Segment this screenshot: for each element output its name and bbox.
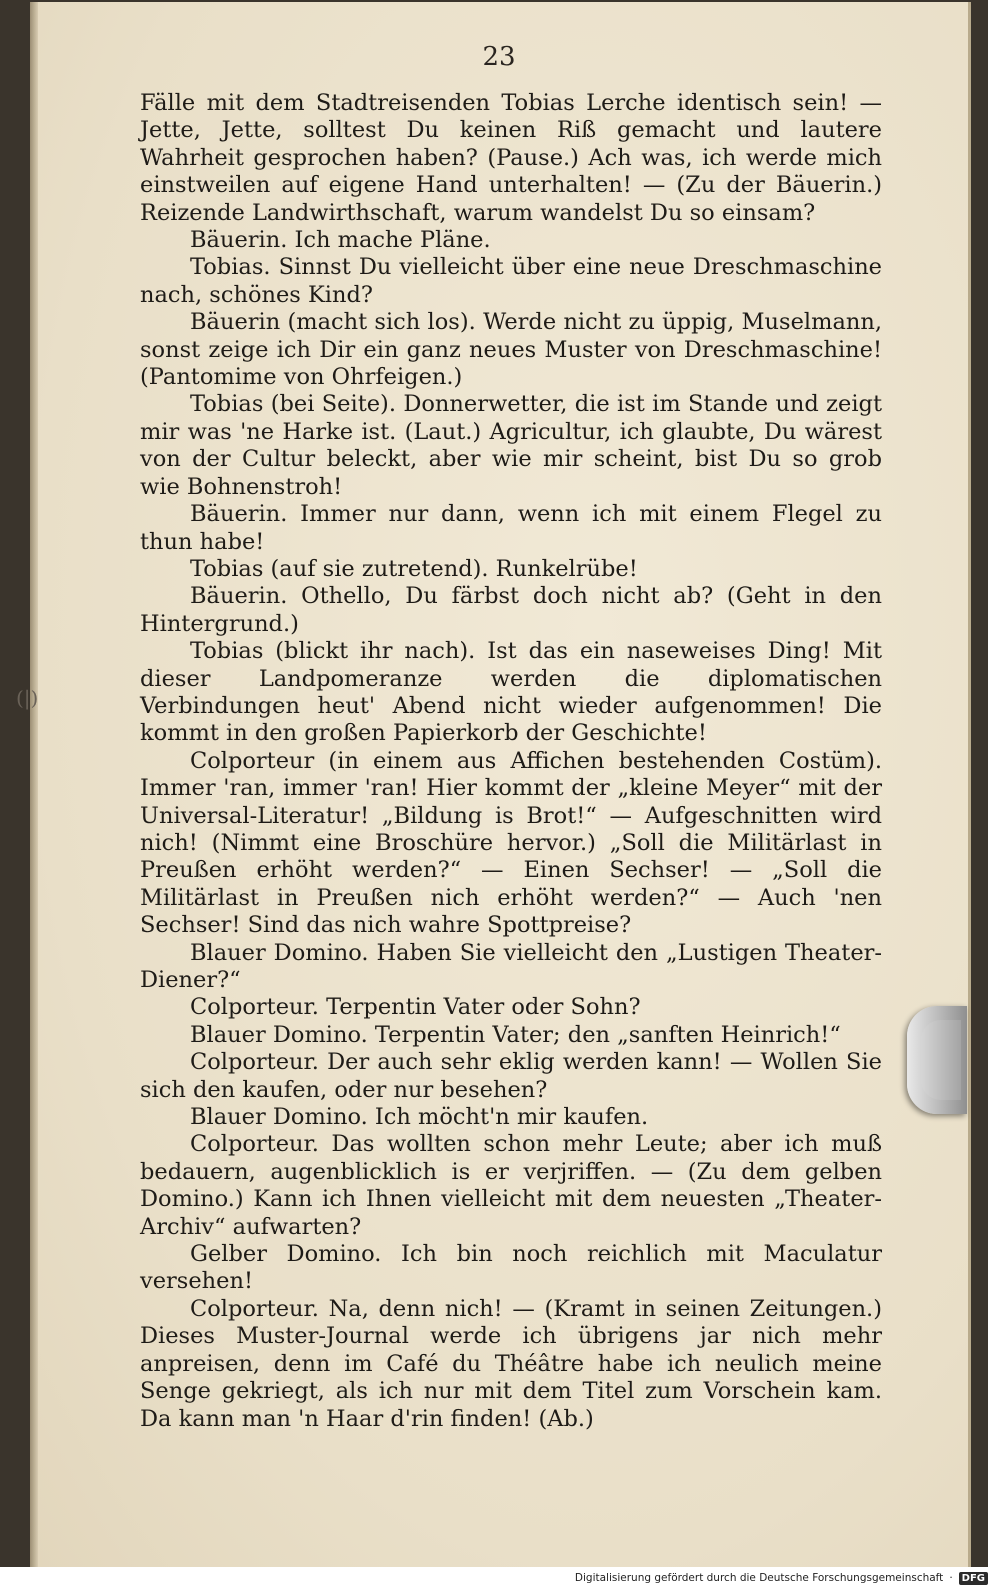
paragraph: Tobias. Sinnst Du vielleicht über eine neue Dreschmaschine nach, schönes Kind? <box>140 254 882 308</box>
paragraph: Fälle mit dem Stadtreisenden Tobias Lerche identisch sein! — Jette, Jette, solltest Du keinen Riß gemacht und lautere Wahrheit gesprochen haben? (Pause.) Ach was, ich werde mich einstweilen auf eigene Hand unterhalten! — (Zu der Bäuerin.) Reizende Landwirthschaft, warum wandelst Du so einsam? <box>140 90 882 226</box>
paragraph: Colporteur (in einem aus Affichen bestehenden Costüm). Immer 'ran, immer 'ran! Hier kommt der „kleine Meyer“ mit der Universal-Literatur! „Bildung is Brot!“ — Aufgeschnitten wird nich! (Nimmt eine Broschüre hervor.) „Soll die Militärlast in Preußen erhöht werden?“ — Einen Sechser! — „Soll die Militärlast in Preußen nich erhöht werden?“ — Auch 'nen Sechser! Sind das nich wahre Spottpreise? <box>140 747 882 939</box>
paragraph: Colporteur. Das wollten schon mehr Leute; aber ich muß bedauern, augenblicklich is er verjriffen. — (Zu dem gelben Domino.) Kann ich Ihnen vielleicht mit dem neuesten „Theater-Archiv“ aufwarten? <box>140 1131 882 1240</box>
separator-dot: · <box>949 1572 953 1584</box>
credit-text: Digitalisierung gefördert durch die Deutsche Forschungsgemeinschaft <box>574 1572 944 1584</box>
page-text <box>140 90 882 1433</box>
page-clip-inner <box>921 1020 961 1100</box>
paragraph: Bäuerin. Othello, Du färbst doch nicht ab? (Geht in den Hintergrund.) <box>140 583 882 637</box>
dfg-logo-icon: DFG <box>959 1572 988 1585</box>
paragraph: Bäuerin. Ich mache Pläne. <box>190 227 491 254</box>
paragraph: Bäuerin (macht sich los). Werde nicht zu üppig, Muselmann, sonst zeige ich Dir ein ganz neues Muster von Dreschmaschine! (Pantomime von Ohrfeigen.) <box>140 309 882 391</box>
paragraph: Bäuerin. Immer nur dann, wenn ich mit einem Flegel zu thun habe! <box>140 501 882 555</box>
paragraph: Colporteur. Terpentin Vater oder Sohn? <box>190 994 641 1021</box>
page-gutter <box>30 2 38 1567</box>
paragraph: Tobias (blickt ihr nach). Ist das ein naseweises Ding! Mit dieser Landpomeranze werden die diplomatischen Verbindungen heut' Abend nicht wieder aufgenommen! Die kommt in den großen Papierkorb der Geschichte! <box>140 638 882 747</box>
paragraph: Blauer Domino. Ich möcht'n mir kaufen. <box>190 1104 649 1131</box>
paragraph: Gelber Domino. Ich bin noch reichlich mit Maculatur versehen! <box>140 1241 882 1295</box>
paragraph: Colporteur. Na, denn nich! — (Kramt in seinen Zeitungen.) Dieses Muster-Journal werde ich übrigens jar nich mehr anpreisen, denn im Café du Théâtre habe ich neulich meine Senge gekriegt, als ich nur mit dem Titel zum Vorschein kam. Da kann man 'n Haar d'rin finden! (Ab.) <box>140 1295 882 1432</box>
margin-mark: (|) <box>16 686 39 710</box>
footer-credit <box>575 1568 988 1588</box>
paragraph: Colporteur. Der auch sehr eklig werden kann! — Wollen Sie sich den kaufen, oder nur besehen? <box>140 1049 882 1103</box>
page-clip <box>907 1006 967 1114</box>
book-page <box>30 2 971 1567</box>
paragraph: Tobias (bei Seite). Donnerwetter, die ist im Stande und zeigt mir was 'ne Harke ist. (Laut.) Agricultur, ich glaubte, Du wärest von der Cultur beleckt, aber wie mir scheint, bist Du so grob wie Bohnenstroh! <box>140 391 882 500</box>
paragraph: Tobias (auf sie zutretend). Runkelrübe! <box>190 555 638 582</box>
paragraph: Blauer Domino. Haben Sie vielleicht den „Lustigen Theater-Diener?“ <box>140 939 882 993</box>
page-number: 23 <box>482 42 516 72</box>
paragraph: Blauer Domino. Terpentin Vater; den „sanften Heinrich!“ <box>190 1021 841 1048</box>
